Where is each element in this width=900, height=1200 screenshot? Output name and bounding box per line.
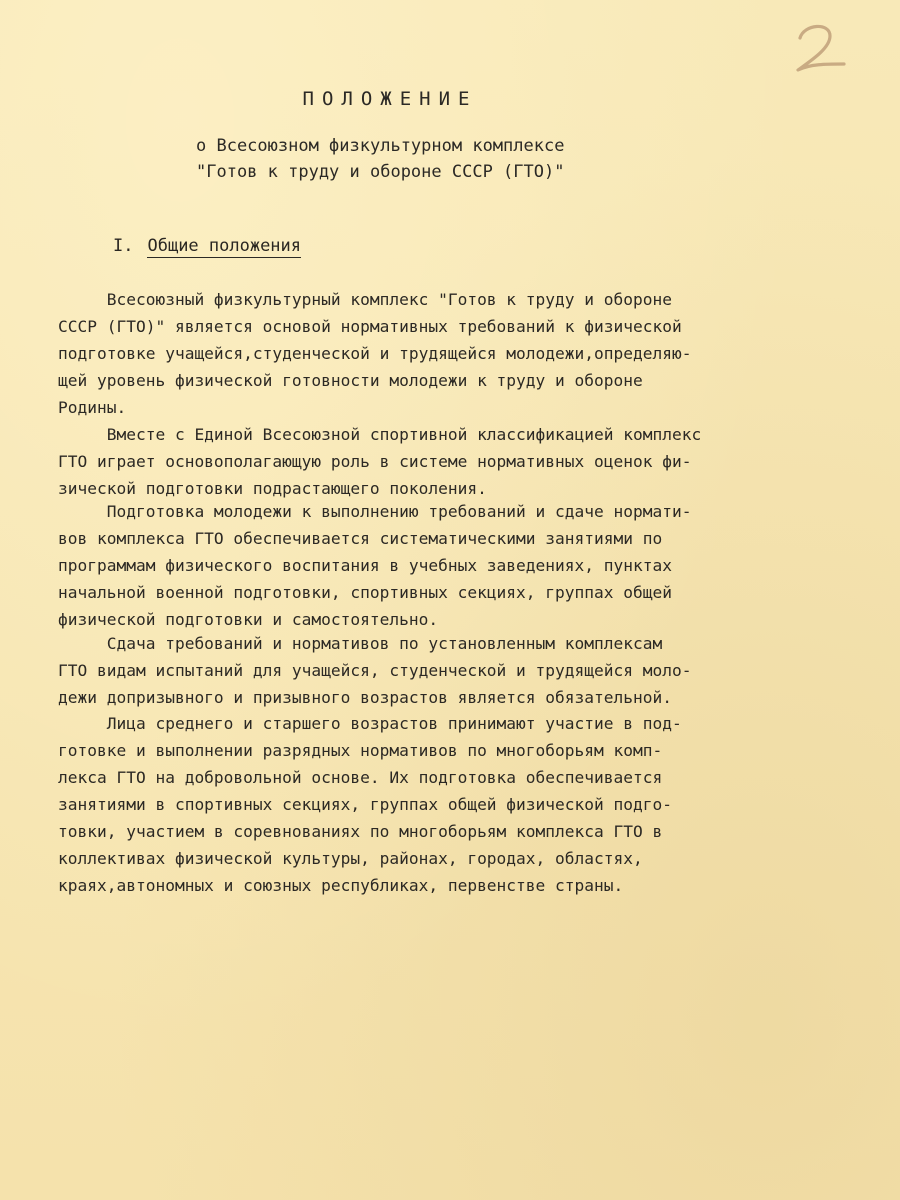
text-line: краях,автономных и союзных республиках, первенстве страны. <box>58 876 624 895</box>
text-line: занятиями в спортивных секциях, группах общей физической подго- <box>58 795 672 814</box>
text-line: физической подготовки и самостоятельно. <box>58 610 439 629</box>
text-line: готовке и выполнении разрядных нормативов по многоборьям комп- <box>58 741 663 760</box>
text-line: вов комплекса ГТО обеспечивается систематическими занятиями по <box>58 529 663 548</box>
text-line: СССР (ГТО)" является основой нормативных требований к физической <box>58 317 682 336</box>
text-line: начальной военной подготовки, спортивных секциях, группах общей <box>58 583 672 602</box>
text-line: Подготовка молодежи к выполнению требований и сдаче нормати- <box>58 502 692 521</box>
text-line: щей уровень физической готовности молодежи к труду и обороне <box>58 371 643 390</box>
text-line: товки, участием в соревнованиях по многоборьям комплекса ГТО в <box>58 822 663 841</box>
text-line: ГТО видам испытаний для учащейся, студенческой и трудящейся моло- <box>58 661 692 680</box>
text-line: подготовке учащейся,студенческой и трудящейся молодежи,определяю- <box>58 344 692 363</box>
text-line: Сдача требований и нормативов по установленным комплексам <box>58 634 663 653</box>
text-line: лекса ГТО на добровольной основе. Их подготовка обеспечивается <box>58 768 663 787</box>
section-heading <box>113 236 301 256</box>
subtitle-line-2: "Готов к труду и обороне СССР (ГТО)" <box>196 162 565 182</box>
text-line: ГТО играет основополагающую роль в системе нормативных оценок фи- <box>58 452 692 471</box>
section-title: Общие положения <box>147 236 302 256</box>
text-line: зической подготовки подрастающего поколения. <box>58 479 487 498</box>
handwritten-two-mark <box>786 14 856 84</box>
page-number-text <box>786 84 787 85</box>
text-line: Вместе с Единой Всесоюзной спортивной классификацией комплекс <box>58 425 702 444</box>
text-line: дежи допризывного и призывного возрастов является обязательной. <box>58 688 672 707</box>
text-line: программам физического воспитания в учебных заведениях, пунктах <box>58 556 672 575</box>
handwritten-page-number <box>786 14 856 84</box>
text-line: Лица среднего и старшего возрастов принимают участие в под- <box>58 714 682 733</box>
text-line: Родины. <box>58 398 127 417</box>
section-number: I. <box>113 236 134 256</box>
text-line: коллективах физической культуры, районах, городах, областях, <box>58 849 643 868</box>
document-title: ПОЛОЖЕНИЕ <box>302 88 478 110</box>
subtitle-line-1: о Всесоюзном физкультурном комплексе <box>196 136 565 156</box>
text-line: Всесоюзный физкультурный комплекс "Готов к труду и обороне <box>58 290 672 309</box>
